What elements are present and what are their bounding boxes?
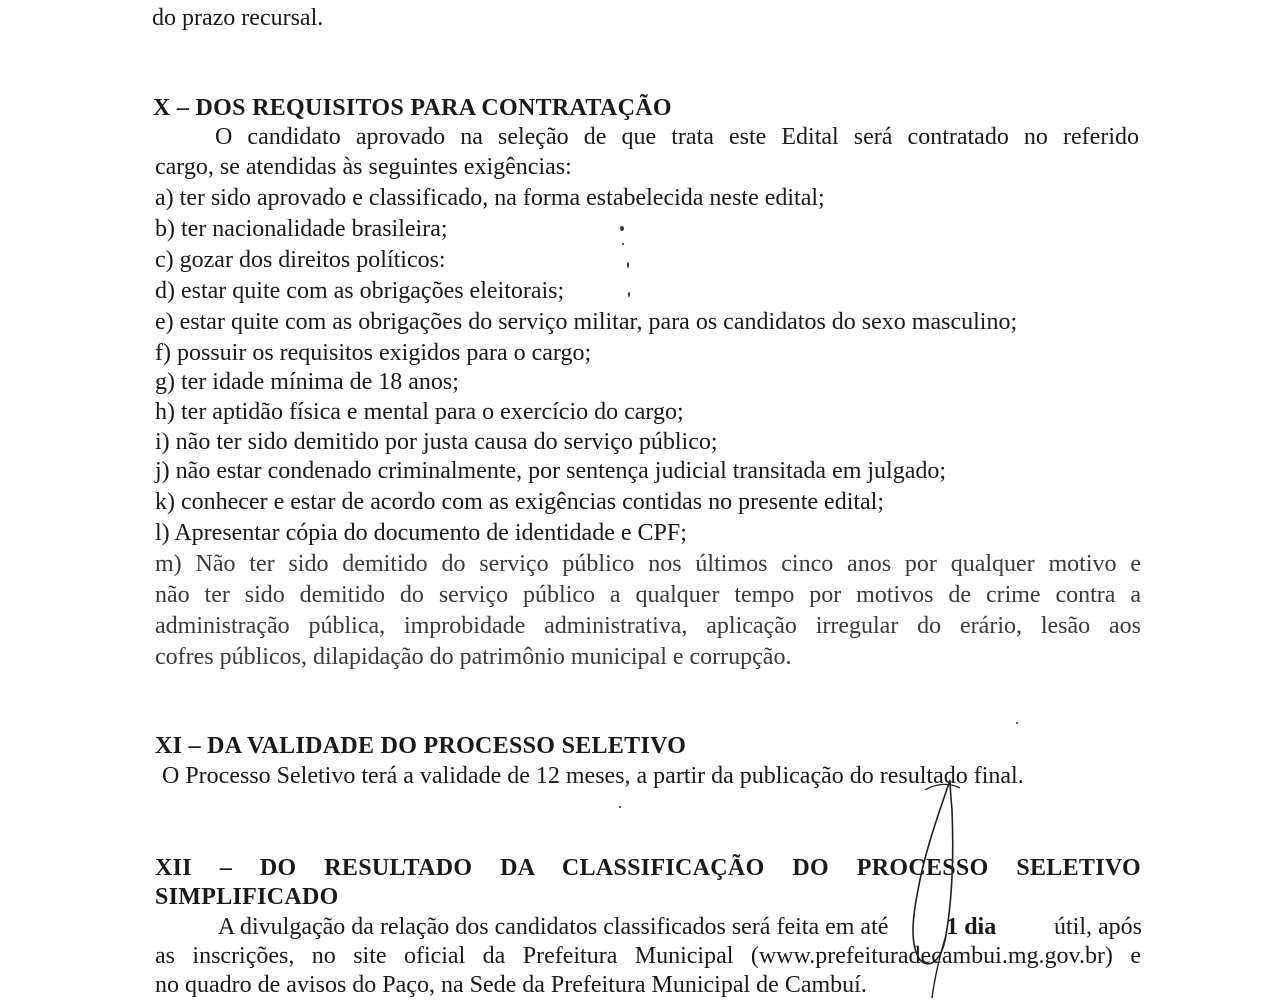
- section-xii-para-line3: no quadro de avisos do Paço, na Sede da Prefeitura Municipal de Cambuí.: [155, 972, 867, 998]
- section-x-heading: X – DOS REQUISITOS PARA CONTRATAÇÃO: [153, 95, 672, 121]
- section-xi-text: O Processo Seletivo terá a validade de 12 meses, a partir da publicação do resultado final.: [162, 763, 1024, 789]
- requirement-item-i: i) não ter sido demitido por justa causa do serviço público;: [155, 429, 718, 455]
- requirement-item-m-line2: não ter sido demitido do serviço público a qualquer tempo por motivos de crime contra a: [155, 582, 1141, 608]
- prazo-recursal-line: do prazo recursal.: [152, 5, 324, 31]
- section-x-intro-line1: O candidato aprovado na seleção de que trata este Edital será contratado no referido: [215, 124, 1139, 150]
- requirement-item-j: j) não estar condenado criminalmente, por sentença judicial transitada em julgado;: [155, 458, 947, 484]
- section-xi-heading: XI – DA VALIDADE DO PROCESSO SELETIVO: [155, 733, 687, 759]
- requirement-item-d: d) estar quite com as obrigações eleitorais;: [155, 278, 565, 304]
- requirement-item-a: a) ter sido aprovado e classificado, na forma estabelecida neste edital;: [155, 185, 825, 211]
- section-xii-para-line1-before: A divulgação da relação dos candidatos classificados será feita em até: [218, 914, 889, 940]
- scan-speck: [620, 226, 624, 231]
- section-xii-para-line1-after: útil, após: [1054, 914, 1142, 940]
- scan-speck: [619, 806, 621, 808]
- requirement-item-e: e) estar quite com as obrigações do serviço militar, para os candidatos do sexo masculino;: [155, 309, 1018, 335]
- scan-speck: [1016, 722, 1018, 724]
- scan-speck: [627, 262, 629, 268]
- section-xii-para-line1: [218, 912, 1142, 942]
- requirement-item-m-line1: m) Não ter sido demitido do serviço público nos últimos cinco anos por qualquer motivo e: [155, 551, 1141, 577]
- section-xii-heading-line2: SIMPLIFICADO: [155, 884, 339, 910]
- requirement-item-g: g) ter idade mínima de 18 anos;: [155, 369, 459, 395]
- requirement-item-b: b) ter nacionalidade brasileira;: [155, 216, 448, 242]
- requirement-item-h: h) ter aptidão física e mental para o exercício do cargo;: [155, 399, 684, 425]
- requirement-item-f: f) possuir os requisitos exigidos para o cargo;: [155, 340, 592, 366]
- requirement-item-l: l) Apresentar cópia do documento de identidade e CPF;: [155, 520, 687, 546]
- section-xii-heading-line1: XII – DO RESULTADO DA CLASSIFICAÇÃO DO PROCESSO SELETIVO: [155, 855, 1141, 881]
- section-xii-para-line2: as inscrições, no site oficial da Prefeitura Municipal (www.prefeituradecambui.mg.gov.br) e: [155, 943, 1141, 969]
- scan-speck: [622, 243, 624, 245]
- scan-speck: [628, 292, 630, 297]
- section-x-intro-line2: cargo, se atendidas às seguintes exigências:: [155, 154, 572, 180]
- requirement-item-m-line3: administração pública, improbidade administrativa, aplicação irregular do erário, lesão aos: [155, 613, 1141, 639]
- section-xii-para-line1-bold: 1 dia: [946, 914, 997, 940]
- requirement-item-k: k) conhecer e estar de acordo com as exigências contidas no presente edital;: [155, 489, 885, 515]
- requirement-item-m-line4: cofres públicos, dilapidação do patrimônio municipal e corrupção.: [155, 644, 792, 670]
- requirement-item-c: c) gozar dos direitos políticos:: [155, 247, 446, 273]
